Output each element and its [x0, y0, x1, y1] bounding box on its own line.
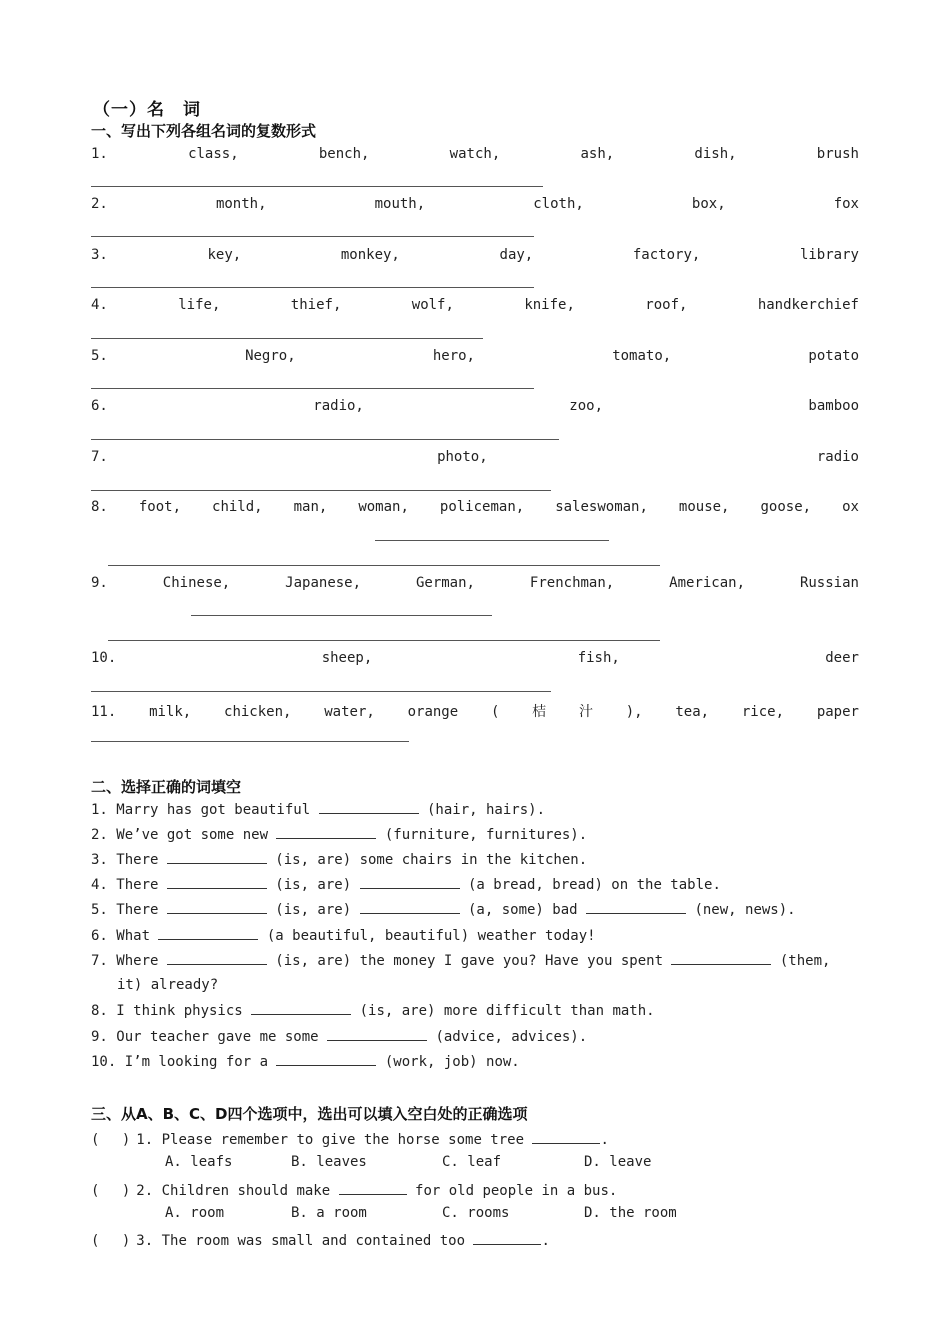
answer-blank[interactable]	[158, 927, 258, 940]
noun-word: thief,	[290, 297, 342, 313]
section2-heading: 二、选择正确的词填空	[91, 778, 242, 796]
noun-word: deer	[825, 650, 859, 666]
noun-word: bamboo	[808, 398, 859, 414]
answer-blank[interactable]	[167, 876, 267, 889]
answer-line[interactable]	[191, 615, 492, 616]
item-text: 1. Marry has got beautiful	[91, 802, 319, 818]
plural-row-4	[91, 297, 859, 313]
fill-item-4	[91, 876, 721, 893]
answer-paren[interactable]: ( )	[91, 1132, 131, 1148]
answer-line[interactable]	[91, 287, 534, 288]
item-text: (them,	[771, 953, 831, 969]
answer-blank[interactable]	[671, 952, 771, 965]
plural-row-1	[91, 146, 859, 162]
item-text: 2. We’ve got some new	[91, 827, 277, 843]
item-text: 8. I think physics	[91, 1003, 252, 1019]
noun-word: brush	[816, 146, 859, 162]
noun-word: class,	[188, 146, 239, 162]
noun-word: ox	[842, 499, 859, 515]
noun-word: tea,	[675, 704, 710, 720]
noun-word: American,	[669, 575, 746, 591]
answer-blank[interactable]	[276, 1053, 376, 1066]
question-stem: 3. The room was small and contained too	[136, 1233, 474, 1249]
plural-row-5	[91, 348, 859, 364]
plural-row-8	[91, 499, 859, 515]
noun-word: 桔	[532, 704, 547, 720]
noun-word: knife,	[524, 297, 575, 313]
question-end: for old people in a bus.	[406, 1183, 618, 1199]
item-text: 9. Our teacher gave me some	[91, 1029, 328, 1045]
noun-word: rice,	[741, 704, 785, 720]
noun-word: paper	[816, 704, 859, 720]
answer-line[interactable]	[91, 439, 559, 440]
noun-word: mouth,	[374, 196, 426, 212]
item-text: (is, are) more difficult than math.	[351, 1003, 655, 1019]
noun-word: foot,	[138, 499, 182, 515]
option-d[interactable]: D. leave	[584, 1154, 652, 1170]
noun-word: tomato,	[612, 348, 672, 364]
fill-item-5	[91, 901, 796, 918]
answer-line[interactable]	[91, 691, 551, 692]
plural-row-11	[91, 701, 859, 721]
noun-word: life,	[178, 297, 221, 313]
noun-word: sheep,	[321, 650, 373, 666]
noun-word: handkerchief	[757, 297, 859, 313]
item-text: 3. There	[91, 852, 167, 868]
noun-word: watch,	[449, 146, 501, 162]
noun-word: child,	[212, 499, 263, 515]
noun-word: zoo,	[569, 398, 603, 414]
row-number: 1.	[91, 146, 108, 162]
item-text: (a beautiful, beautiful) weather today!	[258, 928, 596, 944]
noun-word: roof,	[645, 297, 688, 313]
fill-item-1	[91, 801, 545, 818]
item-text: (is, are) the money I gave you? Have you spent	[266, 953, 672, 969]
plural-row-2	[91, 196, 859, 212]
answer-blank[interactable]	[251, 1002, 351, 1015]
answer-blank[interactable]	[276, 826, 376, 839]
item-text: 10. I’m looking for a	[91, 1054, 277, 1070]
item-text: 7. Where	[91, 953, 167, 969]
page-title: （一）名 词	[93, 100, 201, 120]
row-number: 5.	[91, 348, 108, 364]
answer-line[interactable]	[108, 640, 660, 641]
noun-word: saleswoman,	[555, 499, 648, 515]
row-number: 2.	[91, 196, 108, 212]
answer-line[interactable]	[91, 490, 551, 491]
answer-blank[interactable]	[167, 952, 267, 965]
fill-item-2	[91, 826, 587, 843]
item-text: (work, job) now.	[376, 1054, 520, 1070]
row-number: 3.	[91, 247, 108, 263]
noun-word: Russian	[799, 575, 859, 591]
answer-blank[interactable]	[532, 1131, 600, 1144]
mc-question-3	[91, 1230, 550, 1250]
noun-word: Japanese,	[285, 575, 362, 591]
answer-blank[interactable]	[339, 1182, 407, 1195]
noun-word: hero,	[432, 348, 475, 364]
noun-word: radio,	[313, 398, 364, 414]
item-text: (is, are) some chairs in the kitchen.	[266, 852, 588, 868]
row-number: 11.	[91, 704, 117, 720]
noun-word: wolf,	[411, 297, 454, 313]
noun-word: fox	[833, 196, 859, 212]
option-a[interactable]: A. leafs	[165, 1154, 233, 1170]
answer-line[interactable]	[91, 388, 534, 389]
noun-word: orange	[407, 704, 459, 720]
item-text: (a bread, bread) on the table.	[459, 877, 721, 893]
question-stem: 1. Please remember to give the horse some tree	[136, 1132, 533, 1148]
item-text: 4. There	[91, 877, 167, 893]
noun-word: fish,	[577, 650, 620, 666]
row-number: 8.	[91, 499, 108, 515]
item-text: (is, are)	[266, 877, 360, 893]
noun-word: key,	[207, 247, 242, 263]
item-text: (is, are)	[266, 902, 360, 918]
row-number: 10.	[91, 650, 117, 666]
noun-word: dish,	[694, 146, 737, 162]
noun-word: radio	[816, 449, 859, 465]
answer-line[interactable]	[91, 186, 543, 187]
noun-word: cloth,	[533, 196, 584, 212]
noun-word: German,	[415, 575, 475, 591]
option-b[interactable]: B. a room	[291, 1205, 367, 1221]
answer-blank[interactable]	[167, 851, 267, 864]
noun-word: library	[799, 247, 859, 263]
item-text: 6. What	[91, 928, 159, 944]
noun-word: woman,	[358, 499, 409, 515]
row-number: 6.	[91, 398, 108, 414]
noun-word: box,	[691, 196, 726, 212]
answer-line[interactable]	[108, 565, 660, 566]
option-c[interactable]: C. rooms	[442, 1205, 510, 1221]
question-stem: 2. Children should make	[136, 1183, 339, 1199]
noun-word: Frenchman,	[529, 575, 615, 591]
item-text: 5. There	[91, 902, 167, 918]
plural-row-6	[91, 398, 859, 414]
answer-line[interactable]	[375, 540, 609, 541]
answer-line[interactable]	[91, 741, 409, 742]
fill-item-6	[91, 927, 596, 944]
noun-word: photo,	[437, 449, 488, 465]
answer-blank[interactable]	[327, 1028, 427, 1041]
mc-question-2	[91, 1180, 617, 1200]
noun-word: ),	[625, 704, 643, 720]
plural-row-3	[91, 247, 859, 263]
section1-heading: 一、写出下列各组名词的复数形式	[91, 122, 317, 140]
noun-word: 汁	[578, 704, 593, 720]
noun-word: milk,	[149, 704, 192, 720]
noun-word: Chinese,	[162, 575, 231, 591]
option-d[interactable]: D. the room	[584, 1205, 677, 1221]
answer-blank[interactable]	[473, 1232, 541, 1245]
answer-blank[interactable]	[360, 876, 460, 889]
noun-word: mouse,	[678, 499, 730, 515]
question-end: .	[541, 1233, 550, 1249]
noun-word: chicken,	[224, 704, 292, 720]
option-b[interactable]: B. leaves	[291, 1154, 367, 1170]
option-a[interactable]: A. room	[165, 1205, 225, 1221]
noun-word: month,	[215, 196, 267, 212]
noun-word: goose,	[760, 499, 812, 515]
noun-word: water,	[324, 704, 375, 720]
answer-line[interactable]	[91, 236, 534, 237]
noun-word: ash,	[580, 146, 615, 162]
noun-word: (	[490, 704, 500, 720]
item-text: (a, some) bad	[459, 902, 587, 918]
fill-item-8	[117, 977, 218, 993]
noun-word: bench,	[318, 146, 370, 162]
fill-item-9	[91, 1002, 655, 1019]
item-text: (new, news).	[686, 902, 796, 918]
fill-item-11	[91, 1053, 520, 1070]
mc-question-1	[91, 1129, 609, 1149]
row-number: 4.	[91, 297, 108, 313]
noun-word: monkey,	[340, 247, 400, 263]
fill-item-3	[91, 851, 587, 868]
section3-heading: 三、从A、B、C、D四个选项中，选出可以填入空白处的正确选项	[91, 1105, 528, 1123]
plural-row-10	[91, 650, 859, 666]
item-text: it) already?	[117, 977, 219, 993]
option-c[interactable]: C. leaf	[442, 1154, 502, 1170]
noun-word: day,	[499, 247, 534, 263]
fill-item-7	[91, 952, 859, 969]
row-number: 7.	[91, 449, 108, 465]
answer-blank[interactable]	[167, 901, 267, 914]
item-text: (advice, advices).	[427, 1029, 588, 1045]
fill-item-10	[91, 1028, 587, 1045]
noun-word: Negro,	[245, 348, 296, 364]
answer-blank[interactable]	[586, 901, 686, 914]
item-text: (furniture, furnitures).	[376, 827, 588, 843]
row-number: 9.	[91, 575, 108, 591]
noun-word: policeman,	[439, 499, 525, 515]
answer-line[interactable]	[91, 338, 483, 339]
answer-paren[interactable]: ( )	[91, 1233, 131, 1249]
answer-blank[interactable]	[319, 801, 419, 814]
noun-word: potato	[808, 348, 859, 364]
answer-blank[interactable]	[360, 901, 460, 914]
plural-row-7	[91, 449, 859, 465]
plural-row-9	[91, 575, 859, 591]
noun-word: man,	[293, 499, 328, 515]
item-text: (hair, hairs).	[418, 802, 546, 818]
question-end: .	[600, 1132, 609, 1148]
noun-word: factory,	[632, 247, 701, 263]
answer-paren[interactable]: ( )	[91, 1183, 131, 1199]
